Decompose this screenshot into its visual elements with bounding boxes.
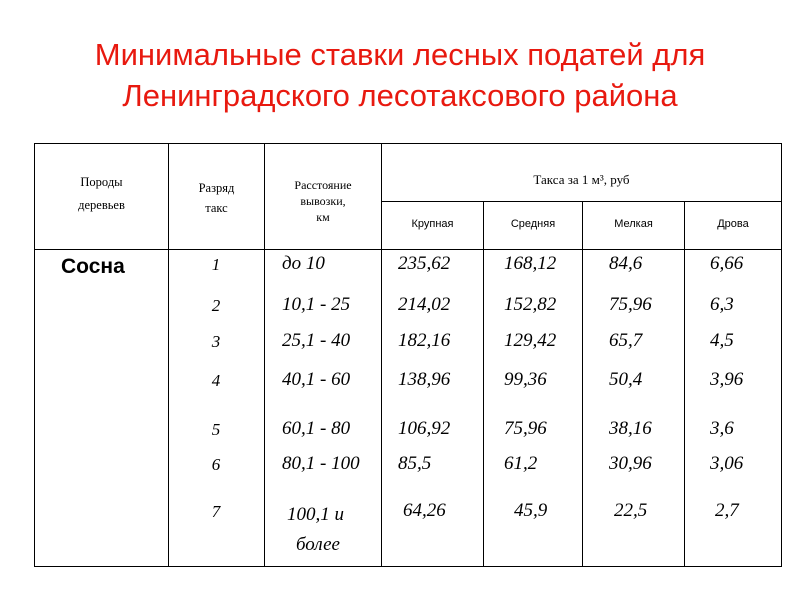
subheader-large: Крупная xyxy=(411,218,454,230)
value-5-firewood: 3,6 xyxy=(710,418,734,439)
value-5-small: 38,16 xyxy=(609,418,652,439)
value-6-firewood: 3,06 xyxy=(710,453,744,474)
value-7-small: 22,5 xyxy=(614,500,648,521)
col-divider-4 xyxy=(483,201,484,567)
title-line-1: Минимальные ставки лесных податей для xyxy=(94,37,706,72)
header-divider xyxy=(34,249,782,250)
distance-3: 25,1 - 40 xyxy=(282,330,351,351)
value-2-large: 214,02 xyxy=(398,294,451,315)
value-4-firewood: 3,96 xyxy=(710,369,744,390)
value-2-firewood: 6,3 xyxy=(710,294,734,315)
distance-5: 60,1 - 80 xyxy=(282,418,351,439)
distance-7: 100,1 и более xyxy=(287,504,344,555)
page-title xyxy=(0,34,800,116)
rank-6: 6 xyxy=(211,455,221,474)
header-species: Породы деревьев xyxy=(78,175,125,212)
rank-1: 1 xyxy=(211,255,221,274)
rank-3: 3 xyxy=(211,332,221,351)
table-border-bottom xyxy=(34,566,782,567)
col-divider-3 xyxy=(381,143,382,567)
value-7-medium: 45,9 xyxy=(514,500,548,521)
value-5-large: 106,92 xyxy=(398,418,451,439)
header-rank: Разряд такс xyxy=(198,181,235,215)
rank-7: 7 xyxy=(211,502,221,521)
col-divider-6 xyxy=(684,201,685,567)
subheader-firewood: Дрова xyxy=(717,218,749,230)
title-line-2: Ленинградского лесотаксового района xyxy=(122,78,678,113)
value-1-medium: 168,12 xyxy=(504,253,557,274)
value-3-firewood: 4,5 xyxy=(710,330,734,351)
distance-1: до 10 xyxy=(282,253,325,274)
rank-4: 4 xyxy=(211,371,221,390)
value-3-large: 182,16 xyxy=(398,330,451,351)
rank-2: 2 xyxy=(211,296,221,315)
value-7-large: 64,26 xyxy=(403,500,446,521)
header-distance: Расстояние вывозки, км xyxy=(294,178,352,224)
table-border-right xyxy=(781,143,782,567)
subheader-small: Мелкая xyxy=(614,218,653,230)
distance-4: 40,1 - 60 xyxy=(282,369,351,390)
subheader-medium: Средняя xyxy=(510,218,556,230)
value-1-large: 235,62 xyxy=(398,253,451,274)
value-6-small: 30,96 xyxy=(609,453,652,474)
value-6-large: 85,5 xyxy=(398,453,432,474)
value-4-small: 50,4 xyxy=(609,369,643,390)
value-7-firewood: 2,7 xyxy=(715,500,739,521)
value-3-small: 65,7 xyxy=(609,330,643,351)
value-2-small: 75,96 xyxy=(609,294,652,315)
value-1-firewood: 6,66 xyxy=(710,253,744,274)
value-3-medium: 129,42 xyxy=(504,330,557,351)
distance-6: 80,1 - 100 xyxy=(282,453,360,474)
value-2-medium: 152,82 xyxy=(504,294,557,315)
value-4-medium: 99,36 xyxy=(504,369,547,390)
table-border-top xyxy=(34,143,782,144)
col-divider-5 xyxy=(582,201,583,567)
distance-2: 10,1 - 25 xyxy=(282,294,351,315)
value-4-large: 138,96 xyxy=(398,369,451,390)
value-5-medium: 75,96 xyxy=(504,418,547,439)
species-label: Сосна xyxy=(61,255,125,278)
value-1-small: 84,6 xyxy=(609,253,643,274)
value-6-medium: 61,2 xyxy=(504,453,538,474)
header-tax: Такса за 1 м³, руб xyxy=(533,172,630,187)
rank-5: 5 xyxy=(211,420,221,439)
